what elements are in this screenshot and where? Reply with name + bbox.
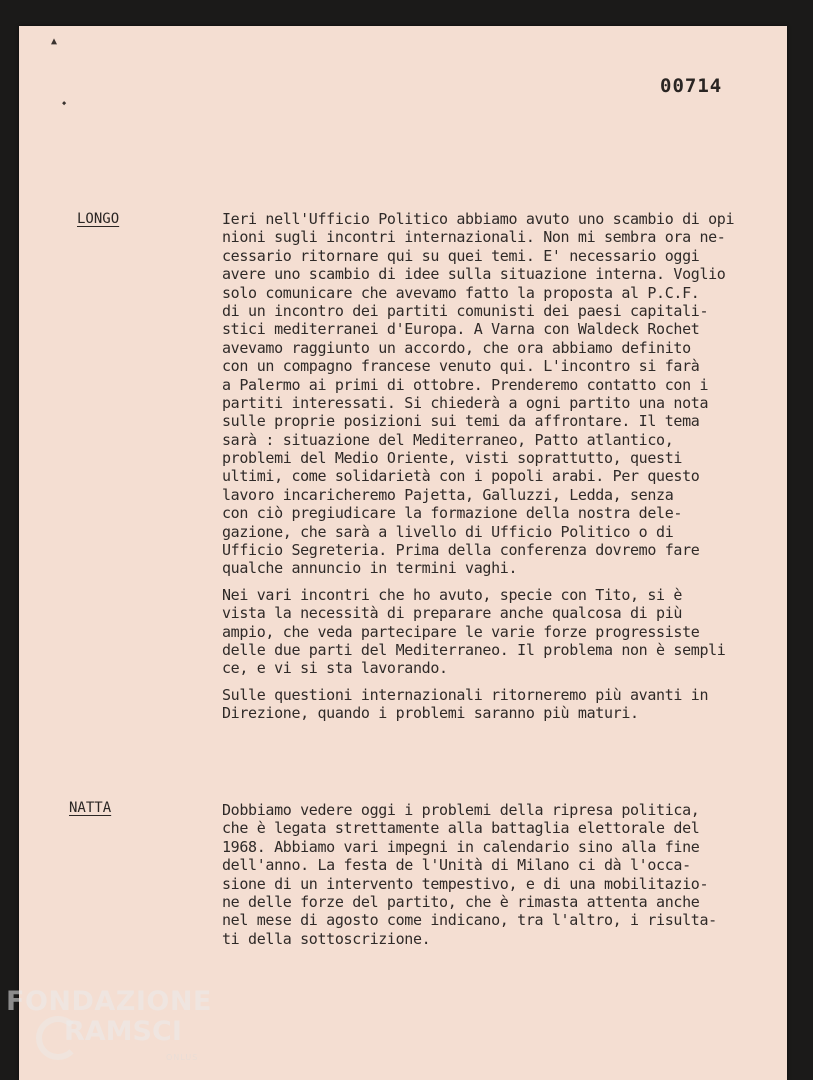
text-line: avevamo raggiunto un accordo, che ora abbiamo definito — [222, 338, 691, 357]
longo-paragraph — [222, 210, 782, 578]
longo-paragraph — [222, 586, 782, 678]
text-line: ce, e vi si sta lavorando. — [222, 659, 448, 678]
text-line: con ciò pregiudicare la formazione della nostra dele- — [222, 504, 683, 523]
speaker-longo: LONGO — [77, 211, 120, 227]
longo-paragraph — [222, 686, 782, 723]
speaker-natta: NATTA — [69, 800, 112, 816]
natta-paragraph — [222, 801, 782, 948]
text-line: con un compagno francese venuto qui. L'incontro si farà — [222, 357, 700, 376]
text-line: vista la necessità di preparare anche qualcosa di più — [222, 604, 683, 623]
natta-statement — [222, 801, 782, 948]
text-line: ti della sottoscrizione. — [222, 929, 431, 948]
text-line: sarà : situazione del Mediterraneo, Patto atlantico, — [222, 430, 674, 449]
text-line: qualche annuncio in termini vaghi. — [222, 559, 518, 578]
text-line: che è legata strettamente alla battaglia elettorale del — [222, 819, 700, 838]
text-line: ampio, che veda partecipare le varie forze progressiste — [222, 622, 700, 641]
text-line: delle due parti del Mediterraneo. Il problema non è sempli — [222, 640, 726, 659]
text-line: a Palermo ai primi di ottobre. Prenderemo contatto con i — [222, 375, 709, 394]
text-line: Dobbiamo vedere oggi i problemi della ripresa politica, — [222, 801, 700, 819]
text-line: gazione, che sarà a livello di Ufficio Politico o di — [222, 522, 674, 541]
text-line: Nei vari incontri che ho avuto, specie con Tito, si è — [222, 585, 683, 604]
text-line: problemi del Medio Oriente, visti soprattutto, questi — [222, 449, 683, 468]
text-line: dell'anno. La festa de l'Unità di Milano ci dà l'occa- — [222, 856, 691, 875]
watermark-line2: RAMSCI — [64, 1016, 182, 1047]
text-line: Ufficio Segreteria. Prima della conferenza dovremo fare — [222, 541, 700, 560]
text-line: avere uno scambio di idee sulla situazione interna. Voglio — [222, 265, 726, 284]
longo-statement — [222, 210, 782, 723]
document-number: 00714 — [660, 75, 723, 97]
text-line: nel mese di agosto come indicano, tra l'altro, i risulta- — [222, 911, 717, 930]
paragraph-gap — [222, 678, 782, 686]
text-line: ultimi, come solidarietà con i popoli arabi. Per questo — [222, 467, 700, 486]
text-line: stici mediterranei d'Europa. A Varna con Waldeck Rochet — [222, 320, 700, 339]
text-line: Ieri nell'Ufficio Politico abbiamo avuto uno scambio di opi — [222, 210, 735, 228]
text-line: sulle proprie posizioni sui temi da affrontare. Il tema — [222, 412, 700, 431]
text-line: 1968. Abbiamo vari impegni in calendario sino alla fine — [222, 837, 700, 856]
watermark-line1: FONDAZIONE — [6, 986, 212, 1017]
watermark-suffix: ONLUS — [166, 1053, 199, 1062]
text-line: solo comunicare che avevamo fatto la proposta al P.C.F. — [222, 283, 700, 302]
text-line: di un incontro dei partiti comunisti dei paesi capitali- — [222, 301, 709, 320]
watermark-g-logo — [36, 1016, 80, 1060]
text-line: ne delle forze del partito, che è rimasta attenta anche — [222, 892, 700, 911]
text-line: sione di un intervento tempestivo, e di una mobilitazio- — [222, 874, 709, 893]
text-line: lavoro incaricheremo Pajetta, Galluzzi, Ledda, senza — [222, 485, 674, 504]
text-line: Direzione, quando i problemi saranno più maturi. — [222, 704, 639, 723]
text-line: nioni sugli incontri internazionali. Non mi sembra ora ne- — [222, 228, 726, 247]
text-line: Sulle questioni internazionali ritorneremo più avanti in — [222, 685, 709, 704]
paragraph-gap — [222, 578, 782, 586]
ink-speck: ◆ — [62, 99, 67, 107]
fondazione-gramsci-watermark — [6, 986, 212, 1062]
text-line: cessario ritornare qui su quei temi. E' necessario oggi — [222, 246, 700, 265]
ink-speck: ▲ — [51, 36, 58, 47]
text-line: partiti interessati. Si chiederà a ogni partito una nota — [222, 393, 709, 412]
